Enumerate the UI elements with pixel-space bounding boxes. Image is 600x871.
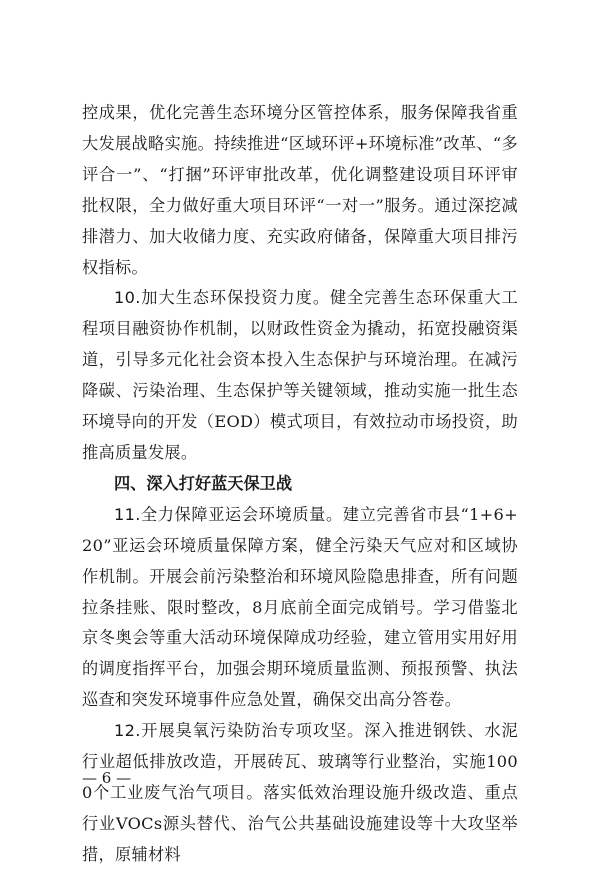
- item-10-text: 健全完善生态环保重大工程项目融资协作机制，以财政性资金为撬动，拓宽投融资渠道，引导多元化社会资本投入生态保护与环境治理。在减污降碳、污染治理、生态保护等关键领域，推动实施一批生态环境导向的开发（EOD）模式项目，有效拉动市场投资，助推高质量发展。: [82, 288, 518, 462]
- item-12-title: 12.开展臭氧污染防治专项攻坚。: [114, 721, 365, 741]
- paragraph-text: 控成果，优化完善生态环境分区管控体系，服务保障我省重大发展战略实施。持续推进“区域环评+环境标准”改革、“多评合一”、“打捆”环评审批改革，优化调整建设项目环评审批权限，全力做好重大项目环评“一对一”服务。通过深挖减排潜力、加大收储力度、充实政府储备，保障重大项目排污权指标。: [82, 103, 518, 277]
- item-11-title: 11.全力保障亚运会环境质量。: [114, 504, 343, 524]
- paragraph-continuation: [82, 98, 518, 283]
- page-number: — 6 —: [82, 769, 132, 787]
- paragraph-item-10: [82, 283, 518, 468]
- item-11-text: 建立完善省市县“1+6+20”亚运会环境质量保障方案，健全污染天气应对和区域协作机制。开展会前污染整治和环境风险隐患排查，所有问题拉条挂账、限时整改，8月底前全面完成销号。学习借鉴北京冬奥会等重大活动环境保障成功经验，建立管用实用好用的调度指挥平台，加强会期环境质量监测、预报预警、执法巡查和突发环境事件应急处置，确保交出高分答卷。: [82, 504, 518, 710]
- item-10-title: 10.加大生态环保投资力度。: [114, 288, 330, 308]
- paragraph-item-11: [82, 500, 518, 716]
- item-12-text: 深入推进钢铁、水泥行业超低排放改造，开展砖瓦、玻璃等行业整治，实施1000个工业废气治气项目。落实低效治理设施升级改造、重点行业VOCs源头替代、治气公共基础设施建设等十大攻坚举措，原辅材料: [82, 721, 519, 864]
- paragraph-item-12: [82, 716, 518, 871]
- section-heading-4: 四、深入打好蓝天保卫战: [114, 473, 293, 493]
- body-text: [82, 98, 518, 871]
